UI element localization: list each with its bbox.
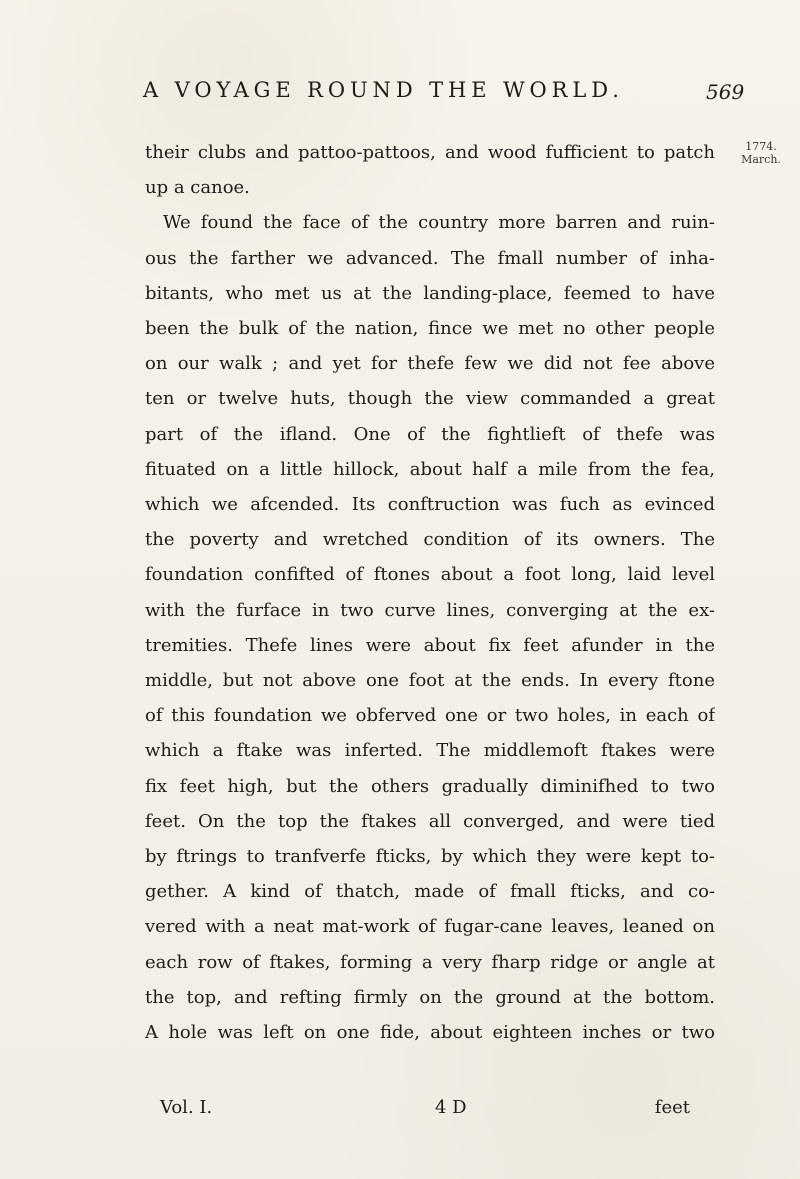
body-line: on our walk ; and yet for thefe few we did not fee above	[145, 353, 715, 375]
body-line: foundation confifted of ftones about a foot long, laid level	[145, 564, 715, 586]
body-line: the poverty and wretched condition of its owners. The	[145, 529, 715, 551]
body-line: which we afcended. Its conftruction was fuch as evinced	[145, 494, 715, 516]
body-line: bitants, who met us at the landing-place, feemed to have	[145, 282, 715, 304]
body-line: their clubs and pattoo-pattoos, and wood fufficient to patch	[145, 142, 715, 163]
margin-note-month: March.	[741, 153, 781, 166]
body-line: the top, and refting firmly on the ground at the bottom.	[145, 986, 715, 1008]
signature-mark: 4 D	[435, 1097, 467, 1118]
body-line: gether. A kind of thatch, made of fmall fticks, and co-	[145, 881, 715, 903]
page-number: 569	[706, 80, 745, 104]
body-line: feet. On the top the ftakes all converged, and were tied	[145, 810, 715, 832]
body-line: middle, but not above one foot at the ends. In every ftone	[145, 670, 715, 692]
body-line: of this foundation we obferved one or two holes, in each of	[145, 705, 715, 727]
body-line: with the furface in two curve lines, converging at the ex-	[145, 599, 715, 621]
body-line: which a ftake was inferted. The middlemoft ftakes were	[145, 740, 715, 762]
body-line: fituated on a little hillock, about half a mile from the fea,	[145, 458, 715, 480]
body-line: ten or twelve huts, though the view commanded a great	[145, 388, 715, 410]
body-line: by ftrings to tranfverfe fticks, by which they were kept to-	[145, 846, 715, 868]
body-line: fix feet high, but the others gradually diminifhed to two	[145, 775, 715, 797]
margin-note-date	[734, 140, 788, 166]
body-line: vered with a neat mat-work of fugar-cane leaves, leaned on	[145, 916, 715, 938]
body-text	[145, 135, 715, 1050]
volume-label: Vol. I.	[160, 1097, 213, 1118]
body-line: each row of ftakes, forming a very fharp ridge or angle at	[145, 951, 715, 973]
catchword: feet	[654, 1097, 690, 1118]
body-line: tremities. Thefe lines were about fix feet afunder in the	[145, 634, 715, 656]
body-line: ous the farther we advanced. The fmall number of inha-	[145, 247, 715, 269]
margin-note-year: 1774.	[745, 140, 777, 153]
body-line: been the bulk of the nation, fince we met no other people	[145, 318, 715, 340]
running-head: A VOYAGE ROUND THE WORLD.	[143, 78, 624, 102]
body-line: part of the ifland. One of the fightlieft of thefe was	[145, 423, 715, 445]
body-line: A hole was left on one fide, about eighteen inches or two	[145, 1022, 715, 1044]
body-line: up a canoe.	[145, 177, 250, 199]
body-line: We found the face of the country more barren and ruin-	[163, 212, 715, 234]
